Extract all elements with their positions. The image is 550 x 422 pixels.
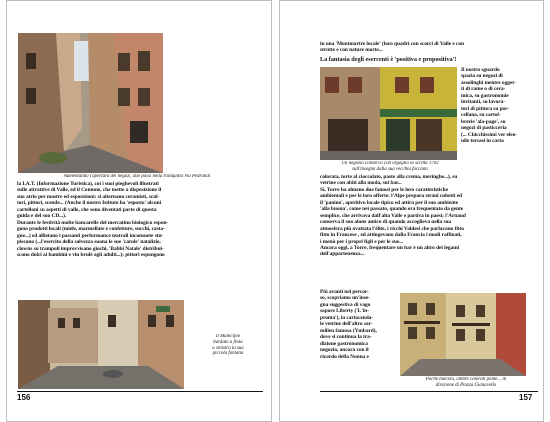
- wrap-text-right-column: Il nostro sguardo spazia su negozi di assolinghi mentre ogget- ti di rame o di cera- mica, su gastronomie invitanti, su lavora- tori di pittura su por- cellana, su cartol- brerie 'ala-page', su negozi di pasticceria (... Chicchissimi ver eleo- nile tersasi in carta: [461, 67, 518, 144]
- photo-top-caption: Un negozio conserva con orgoglio la scritta 1702 sull'insegna dalla sua vecchia facciata: [341, 161, 439, 172]
- shop-photo-1702: [320, 67, 457, 160]
- left-body-text: la I.A.T. (Informazione Turistica), coi i suoi pieghevoli illustrati sulle attrattive di Valle, ed il Comune, che mette a disposizione il suo atrio per mostre ed esposizioni: si alternano ceramisti, scul- tori, pittori, scende... (Anche il nostro Istituto ha 'esposto' alcuni cartelloni su aspetti di valle, che sono diventati parte di questa guida e del suo CD...). Durante le festività molte bancarelle del mercatino biologico espon- gono prodotti locali (miele, marmellate e confetture, succhi, casta- gne...) ed allietano i passanti performance teatrali inconsuete stu- piscono (...l'esercito della salvezza suona le sue 'carole' natalizie, clowns su trampoli improvvisano giochi, 'Babbi Natale' distribui- scono dolci ai bambini e vin brulè agli adulti...); pittori espongono: [17, 181, 169, 258]
- page-number: 156: [17, 393, 31, 402]
- left-page: [6, 0, 272, 422]
- page-number: 157: [519, 393, 533, 402]
- right-page: [279, 0, 544, 422]
- photo-bottom-caption: Il Municipio bardato a festa a sinistra la sua piccola fontana: [212, 334, 244, 357]
- right-bottom-wrap-text: Più avanti nel percor- so, scopriamo un'inse- gna suggestiva di vago sapore Liberty ('L'in- pronta'), la cartocenda- le vetrine dell'altro sar- milieu famosa (Ymbard), dove si continua la tra- dizione gastronomica negozio, ancora con il ricordo della Nonna e: [320, 289, 377, 360]
- right-main-text: colorata, torte al cioccolato, paste alla crema, meringhe...), su vetrine con abiti alla moda, sui bar... Sì, Torre ha almeno due famosi per le loro caratteristiche ambientali e per le loro offerte: l'Alpe prepara strani cubetti ed il 'panino', aperitivo locale tipico ed attira per il suo ambiente 'alla buona', come nei passato, quando era frequentato da gente semplice, che arrivava dall'alta Valle e partiva in paesi; l'Arnaud conserva il suo alone antico di quando accoglieva nella sua atmosfera più ovattata l'élite, i ricchi Valdesi che parlavano fitto fitto in Francese , ed attingevano dalla Francia i modi raffinati, i menù per i propri figli e per le sue... Ancora oggi, a Torre, frequentare un bar è un altro dei legami dell'appartenenza...: [320, 174, 466, 258]
- street-photo-municipio: [18, 300, 184, 389]
- page-gutter: [272, 0, 279, 422]
- street-photo-via-pedrandi: [18, 33, 163, 173]
- photo-top-caption: Aumentando l'apertura dei negozi, due passi nella tranquilla Via Pedrandi: [63, 174, 211, 179]
- right-top-text: in una 'Montmartre locale' (loro quadri con scorci di Valle e con strutte e con nature morte...: [320, 41, 464, 54]
- balconies-photo: [400, 293, 526, 376]
- section-heading: La fantasia degli esercenti è 'positiva e propositiva'!: [320, 56, 457, 63]
- photo-bottom-caption: Poche balconi, ombre colorati ponte... in direzione di Piazza Gianavello: [425, 377, 507, 388]
- footer-rule: [320, 391, 538, 392]
- footer-rule: [17, 391, 263, 392]
